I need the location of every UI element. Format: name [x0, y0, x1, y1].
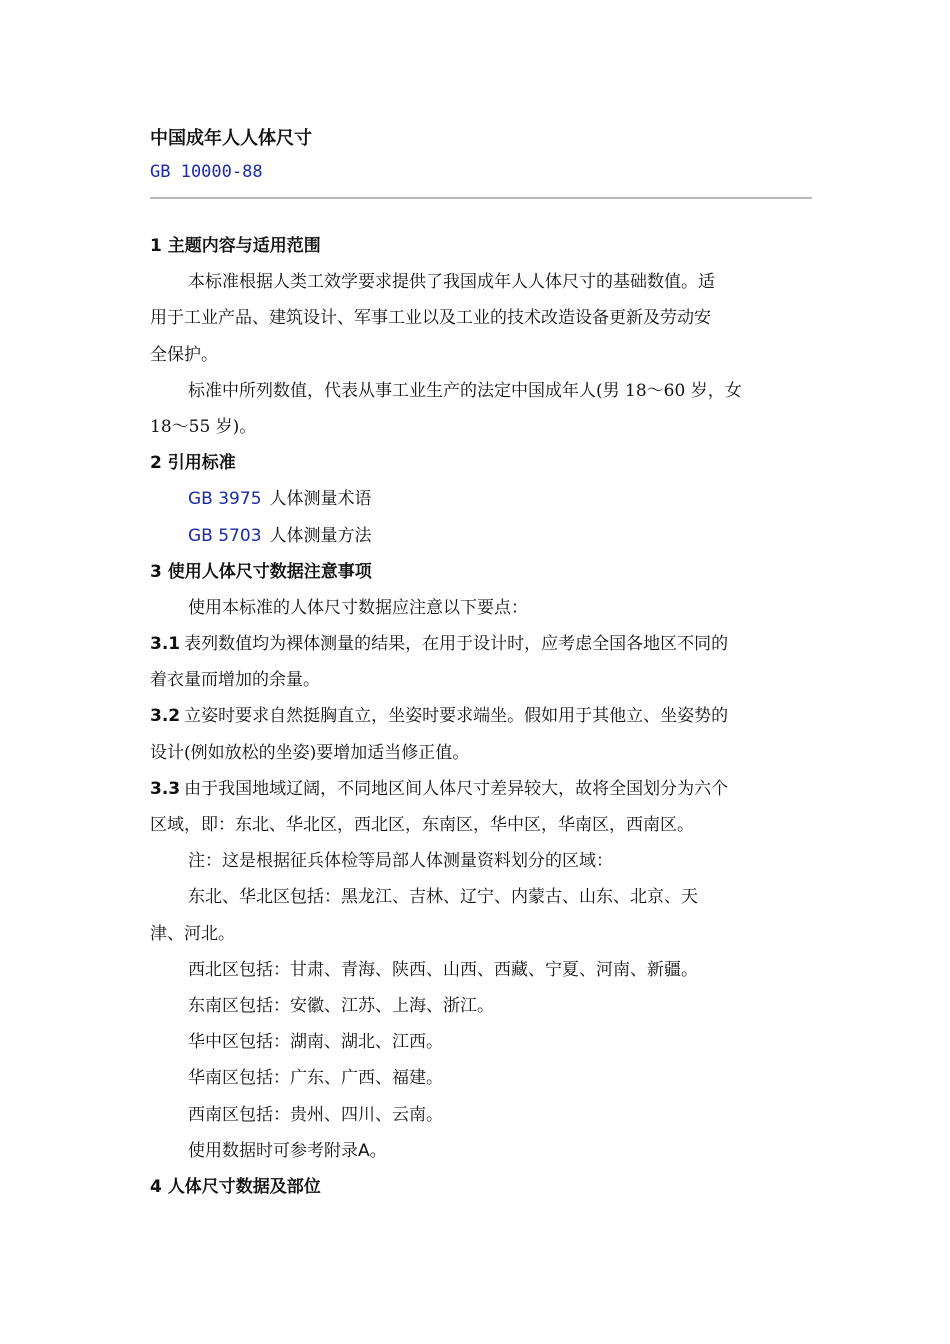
paragraph-line: 着衣量而增加的余量。 [150, 670, 320, 691]
paragraph-line: 设计(例如放松的坐姿)要增加适当修正值。 [150, 742, 470, 763]
reference-name: 人体测量术语 [269, 489, 372, 510]
paragraph-line: 用于工业产品、建筑设计、军事工业以及工业的技术改造设备更新及劳动安 [150, 308, 711, 329]
section-1-heading: 1 主题内容与适用范围 [150, 236, 321, 256]
paragraph-line: 区域，即：东北、华北区，西北区，东南区，华中区，华南区，西南区。 [150, 815, 694, 835]
paragraph-line: 本标准根据人类工效学要求提供了我国成年人人体尺寸的基础数值。适 [188, 272, 715, 293]
region-central: 华中区包括：湖南、湖北、江西。 [188, 1032, 443, 1053]
reference-item [150, 481, 812, 517]
paragraph-line: 全保护。 [150, 344, 218, 365]
reference-item [150, 518, 812, 554]
reference-name: 人体测量方法 [269, 525, 372, 546]
clause-3-1 [150, 626, 812, 662]
clause-text: 立姿时要求自然挺胸直立，坐姿时要求端坐。假如用于其他立、坐姿势的 [184, 706, 729, 727]
appendix-note [150, 1133, 812, 1169]
appendix-letter: A [358, 1140, 370, 1161]
reference-code-link[interactable]: GB 3975 [188, 489, 262, 510]
note-line: 注：这是根据征兵体检等局部人体测量资料划分的区域： [188, 851, 613, 872]
region-southwest: 西南区包括：贵州、四川、云南。 [188, 1104, 443, 1125]
section-2-heading: 2 引用标准 [150, 453, 236, 474]
appendix-end: 。 [369, 1140, 387, 1161]
clause-number: 3.1 [150, 634, 181, 655]
document-code-link[interactable]: GB 10000-88 [150, 162, 263, 182]
section-3-heading: 3 使用人体尺寸数据注意事项 [150, 561, 372, 582]
region-northwest: 西北区包括：甘肃、青海、陕西、山西、西藏、宁夏、河南、新疆。 [188, 959, 698, 980]
clause-text: 由于我国地域辽阔，不同地区间人体尺寸差异较大，故将全国划分为六个 [184, 778, 729, 799]
clause-number: 3.2 [150, 706, 181, 727]
reference-code-link[interactable]: GB 5703 [188, 525, 262, 546]
document-body [150, 228, 812, 1205]
clause-3-3 [150, 771, 812, 807]
document-title: 中国成年人人体尺寸 [150, 128, 312, 149]
region-northeast-cont: 津、河北。 [150, 923, 235, 944]
paragraph-line: 使用本标准的人体尺寸数据应注意以下要点： [188, 597, 528, 618]
clause-text: 表列数值均为裸体测量的结果，在用于设计时，应考虑全国各地区不同的 [184, 634, 729, 655]
region-southeast: 东南区包括：安徽、江苏、上海、浙江。 [188, 995, 494, 1016]
region-south: 华南区包括：广东、广西、福建。 [188, 1068, 443, 1089]
section-4-heading: 4 人体尺寸数据及部位 [150, 1176, 321, 1197]
title-divider [150, 197, 812, 199]
paragraph-line: 标准中所列数值，代表从事工业生产的法定中国成年人(男 18～60 岁，女 [188, 380, 742, 401]
region-northeast: 东北、华北区包括：黑龙江、吉林、辽宁、内蒙古、山东、北京、天 [188, 887, 698, 908]
paragraph-line: 18～55 岁)。 [150, 416, 257, 437]
clause-number: 3.3 [150, 778, 181, 799]
clause-3-2 [150, 698, 812, 734]
appendix-text: 使用数据时可参考附录 [188, 1140, 358, 1161]
